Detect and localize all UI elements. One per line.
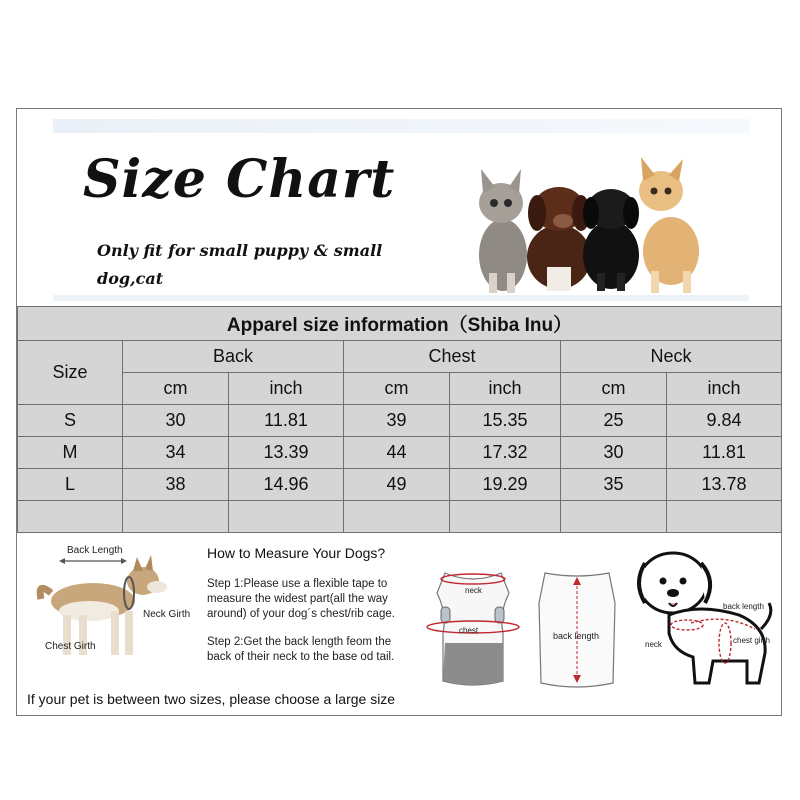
table-cell	[667, 501, 782, 533]
table-cell: 15.35	[450, 405, 561, 437]
measure-step-2: Step 2:Get the back length feom the back of their neck to the base od tail.	[207, 636, 395, 663]
table-title: Apparel size information（Shiba Inu）	[18, 307, 782, 341]
black-puppy-image	[583, 189, 639, 291]
table-cell	[123, 501, 229, 533]
unit-header: inch	[667, 373, 782, 405]
chest-group-header: Chest	[344, 341, 561, 373]
table-cell: 9.84	[667, 405, 782, 437]
table-cell: 25	[561, 405, 667, 437]
table-cell: 11.81	[667, 437, 782, 469]
brown-puppy-image	[527, 187, 591, 291]
table-cell	[344, 501, 450, 533]
tabby-kitten-image	[479, 169, 527, 293]
size-label: M	[18, 437, 123, 469]
table-group-row	[18, 341, 782, 373]
size-chart-frame	[16, 108, 782, 716]
banner-title: Size Chart	[83, 149, 396, 210]
dog-measure-illustration	[23, 541, 193, 681]
unit-header: cm	[123, 373, 229, 405]
garment-back-length-label: back length	[553, 631, 600, 641]
table-cell	[229, 501, 344, 533]
unit-header: cm	[561, 373, 667, 405]
unit-header: cm	[344, 373, 450, 405]
table-row	[18, 469, 782, 501]
table-cell: 13.39	[229, 437, 344, 469]
chest-girth-label: Chest Girth	[45, 641, 96, 652]
size-label: S	[18, 405, 123, 437]
back-group-header: Back	[123, 341, 344, 373]
puppy-back-length-label: back length	[723, 602, 764, 611]
measure-step-1: Step 1:Please use a flexible tape to measure the widest part(all the way around) of your dog´s chest/rib cage.	[207, 578, 395, 620]
back-length-label: Back Length	[67, 545, 123, 556]
size-advice-note: If your pet is between two sizes, please choose a large size	[27, 691, 396, 707]
banner-subtitle: Only fit for small puppy & small dog,cat	[97, 241, 383, 288]
table-cell: 14.96	[229, 469, 344, 501]
banner-bottom-bar	[53, 295, 749, 301]
unit-header: inch	[450, 373, 561, 405]
neck-group-header: Neck	[561, 341, 782, 373]
puppy-neck-label: neck	[645, 640, 662, 649]
garment-back-illustration	[535, 563, 619, 689]
table-cell: 34	[123, 437, 229, 469]
table-title-row	[18, 307, 782, 341]
table-cell: 38	[123, 469, 229, 501]
table-cell: 30	[561, 437, 667, 469]
unit-header: inch	[229, 373, 344, 405]
measure-guide	[17, 533, 781, 715]
table-cell: 30	[123, 405, 229, 437]
table-cell: 35	[561, 469, 667, 501]
size-column-header: Size	[18, 341, 123, 405]
table-cell: 11.81	[229, 405, 344, 437]
table-cell: 39	[344, 405, 450, 437]
table-row	[18, 405, 782, 437]
size-chart-banner	[53, 119, 749, 301]
orange-kitten-image	[639, 157, 699, 293]
table-cell	[18, 501, 123, 533]
table-cell	[561, 501, 667, 533]
measure-heading: How to Measure Your Dogs?	[207, 545, 386, 561]
table-cell: 17.32	[450, 437, 561, 469]
garment-neck-label: neck	[465, 586, 482, 595]
size-table	[17, 306, 782, 533]
neck-girth-label: Neck Girth	[143, 609, 191, 620]
table-unit-row	[18, 373, 782, 405]
table-empty-row	[18, 501, 782, 533]
puppy-chest-girth-label: chest girth	[733, 636, 770, 645]
pets-photo	[451, 147, 721, 297]
table-cell	[450, 501, 561, 533]
garment-front-illustration	[425, 563, 521, 689]
banner-top-bar	[53, 119, 749, 133]
table-cell: 13.78	[667, 469, 782, 501]
table-cell: 49	[344, 469, 450, 501]
garment-chest-label: chest	[459, 626, 479, 635]
puppy-outline-illustration	[629, 543, 779, 689]
table-row	[18, 437, 782, 469]
table-cell: 44	[344, 437, 450, 469]
size-label: L	[18, 469, 123, 501]
table-cell: 19.29	[450, 469, 561, 501]
